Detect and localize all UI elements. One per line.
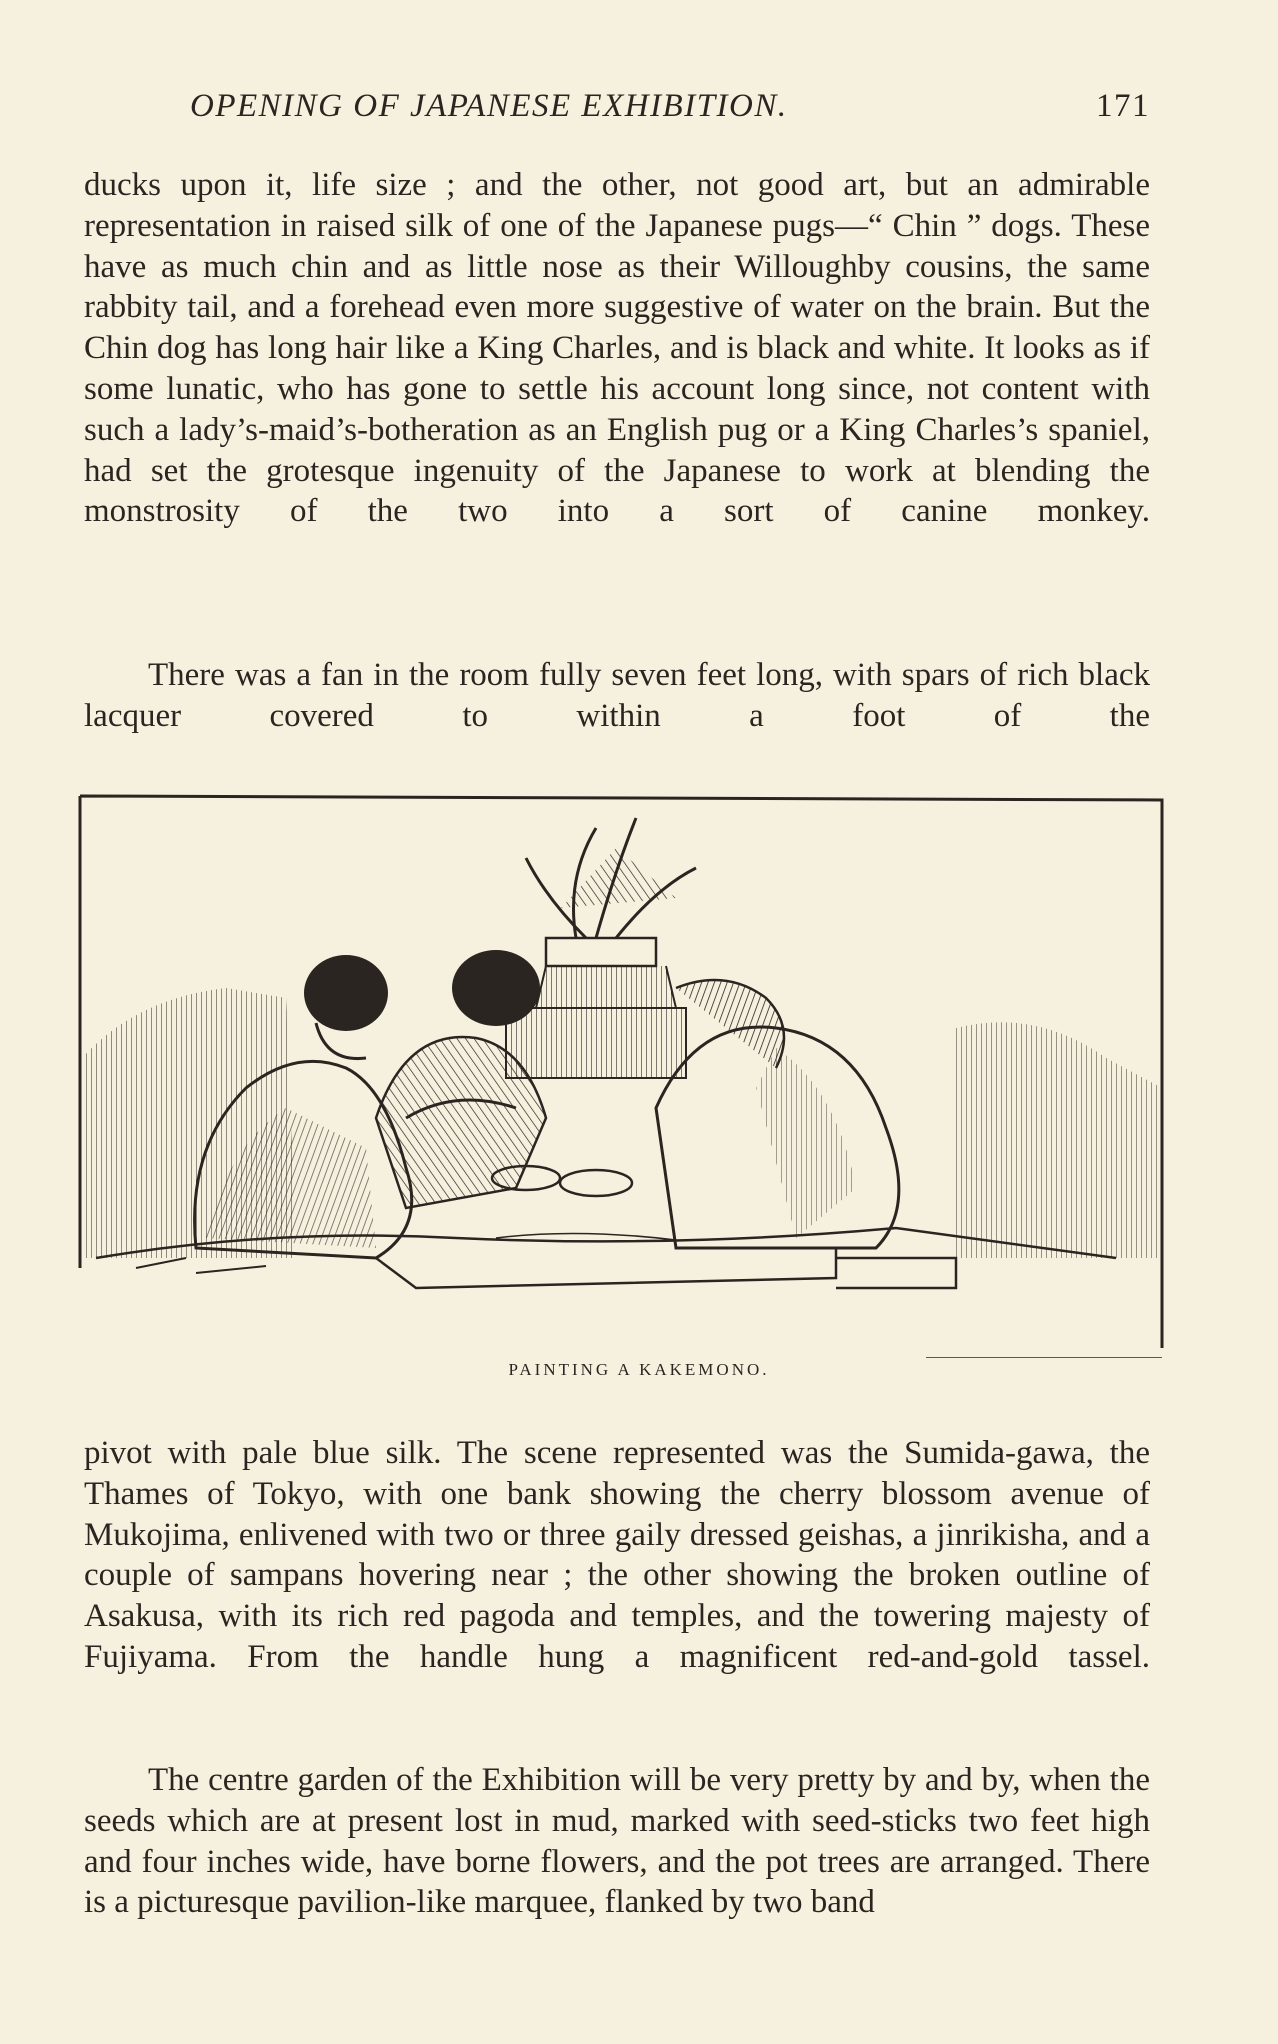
figure-caption: PAINTING A KAKEMONO. — [508, 1360, 770, 1379]
page-number: 171 — [1096, 88, 1150, 124]
running-title: OPENING OF JAPANESE EXHIBITION. — [190, 88, 788, 124]
illustration-painting-kakemono — [76, 788, 1168, 1358]
paragraph-1: ducks upon it, life size ; and the other, not good art, but an admirable representation in raised silk of one of the Japanese pugs—“ Chin ” dogs. These have as much chin and as little nose as their Willoughby cousins, the same rabbity tail, and a forehead even more suggestive of water on the brain. But the Chin dog has long hair like a King Charles, and is black and white. It looks as if some lunatic, who has gone to settle his account long since, not content with such a lady’s-maid’s-botheration as an English pug or a King Charles’s spaniel, had set the grotesque ingenuity of the Japanese to work at blending the monstrosity of the two into a sort of canine monkey. — [84, 167, 1150, 530]
engraving-illustration — [76, 788, 1168, 1358]
paragraph-3: pivot with pale blue silk. The scene represented was the Sumida-gawa, the Thames of Tokyo, with one bank showing the cherry blossom avenue of Mukojima, enlivened with two or three gaily dressed geishas, a jinrikisha, and a couple of sampans hovering near ; the other showing the broken outline of Asakusa, with its rich red pagoda and temples, and the towering majesty of Fujiyama. From the handle hung a magnificent red-and-gold tassel. — [84, 1435, 1150, 1675]
running-header — [190, 88, 1150, 132]
paragraph-4: The centre garden of the Exhibition will be very pretty by and by, when the seeds which are at present lost in mud, marked with seed-sticks two feet high and four inches wide, have borne flowers, and the pot trees are arranged. There is a picturesque pavilion-like marquee, flanked by two band — [84, 1762, 1150, 1921]
paragraph-2: There was a fan in the room fully seven feet long, with spars of rich black lacquer covered to within a foot of the — [84, 657, 1150, 734]
